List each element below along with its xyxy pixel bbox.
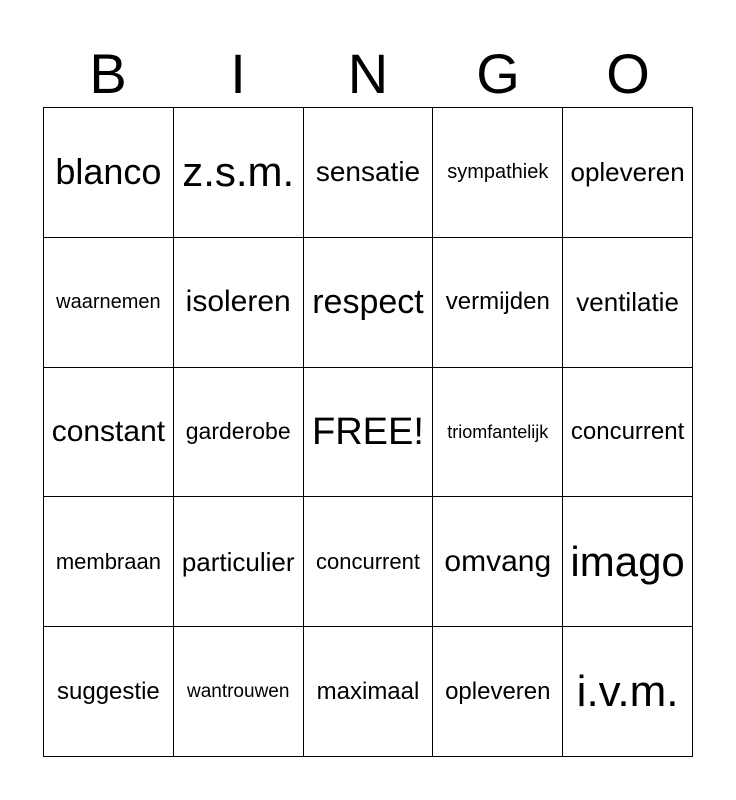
bingo-cell-r4c5[interactable]: imago xyxy=(563,497,693,627)
bingo-cell-free-space[interactable]: FREE! xyxy=(304,368,434,498)
bingo-cell-r1c2[interactable]: z.s.m. xyxy=(174,108,304,238)
bingo-cell-r3c1[interactable]: constant xyxy=(44,368,174,498)
bingo-cell-r3c5[interactable]: concurrent xyxy=(563,368,693,498)
bingo-cell-r3c4[interactable]: triomfantelijk xyxy=(433,368,563,498)
bingo-cell-r2c1[interactable]: waarnemen xyxy=(44,238,174,368)
header-letter-o: O xyxy=(606,42,650,105)
bingo-cell-r1c1[interactable]: blanco xyxy=(44,108,174,238)
bingo-header xyxy=(43,40,693,108)
bingo-cell-r1c5[interactable]: opleveren xyxy=(563,108,693,238)
header-letter-n: N xyxy=(347,42,389,105)
bingo-cell-r4c1[interactable]: membraan xyxy=(44,497,174,627)
bingo-cell-r1c4[interactable]: sympathiek xyxy=(433,108,563,238)
bingo-cell-r2c4[interactable]: vermijden xyxy=(433,238,563,368)
bingo-cell-r5c4[interactable]: opleveren xyxy=(433,627,563,757)
header-letter-i: I xyxy=(230,42,246,105)
bingo-cell-r4c2[interactable]: particulier xyxy=(174,497,304,627)
header-letter-g: G xyxy=(476,42,520,105)
bingo-cell-r4c3[interactable]: concurrent xyxy=(304,497,434,627)
bingo-cell-r1c3[interactable]: sensatie xyxy=(304,108,434,238)
bingo-board xyxy=(43,107,693,757)
header-letter-b: B xyxy=(89,42,127,105)
bingo-cell-r5c1[interactable]: suggestie xyxy=(44,627,174,757)
bingo-cell-r2c3[interactable]: respect xyxy=(304,238,434,368)
bingo-cell-r5c2[interactable]: wantrouwen xyxy=(174,627,304,757)
bingo-cell-r2c2[interactable]: isoleren xyxy=(174,238,304,368)
bingo-cell-r3c2[interactable]: garderobe xyxy=(174,368,304,498)
bingo-cell-r5c5[interactable]: i.v.m. xyxy=(563,627,693,757)
bingo-cell-r5c3[interactable]: maximaal xyxy=(304,627,434,757)
bingo-cell-r2c5[interactable]: ventilatie xyxy=(563,238,693,368)
bingo-cell-r4c4[interactable]: omvang xyxy=(433,497,563,627)
